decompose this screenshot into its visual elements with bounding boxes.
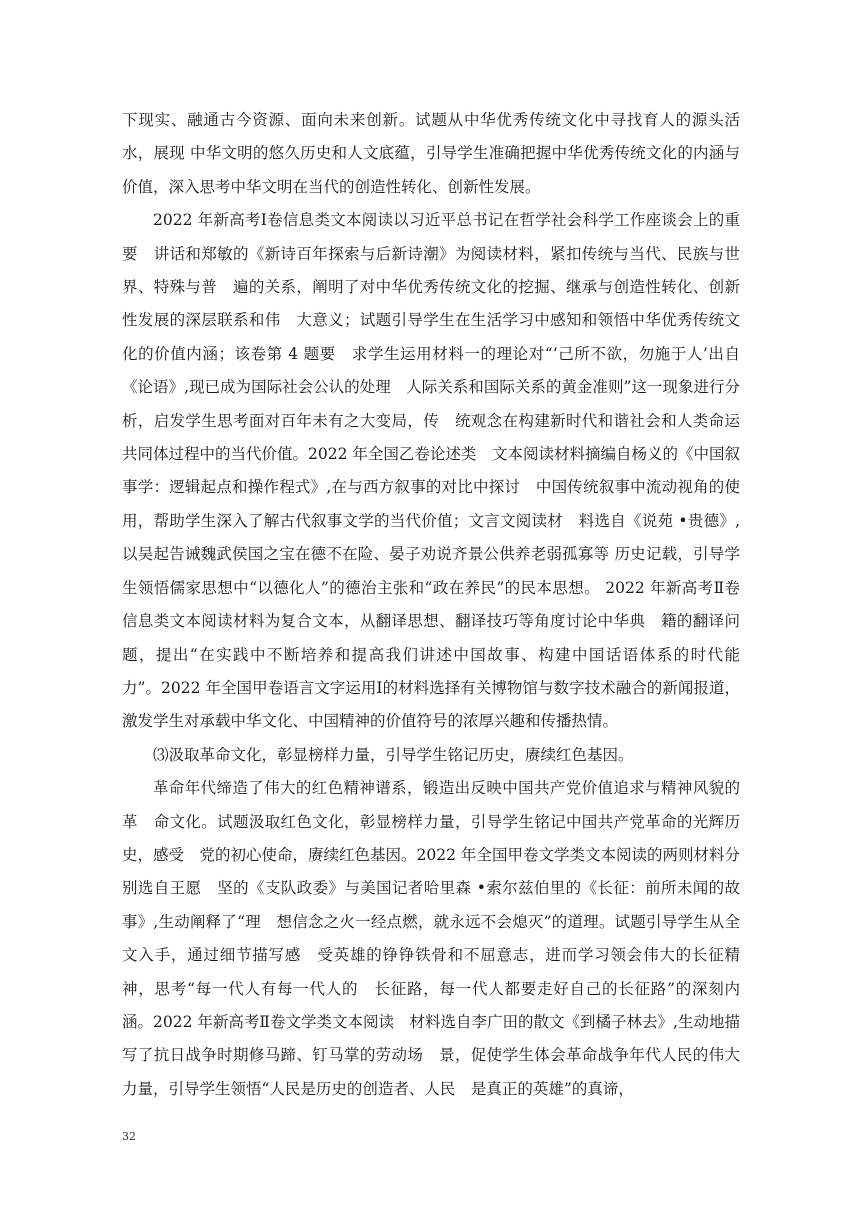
section-heading-revolutionary-culture: ⑶汲取革命文化，彰显榜样力量，引导学生铭记历史，赓续红色基因。 <box>153 745 634 764</box>
paragraph-intro-continued: 下现实、融通古今资源、面向未来创新。试题从中华优秀传统文化中寻找育人的源头活水，展现 中华文明的悠久历史和人文底蕴，引导学生准确把握中华优秀传统文化的内涵与价值，深入思考中华文明在当代的创造性转化、创新性发展。 <box>122 111 740 196</box>
paragraph-exam-2022-reading: 2022 年新高考Ⅰ卷信息类文本阅读以习近平总书记在哲学社会科学工作座谈会上的重要 讲话和郑敏的《新诗百年探索与后新诗潮》为阅读材料，紧扣传统与当代、民族与世界、特殊与普 遍的关系，阐明了对中华优秀传统文化的挖掘、继承与创造性转化、创新性发展的深层联系和伟 大意义；试题引导学生在生活学习中感知和领悟中华优秀传统文化的价值内涵；该卷第 4 题要 求学生运用材料一的理论对“‘己所不欲，勿施于人’出自《论语》,现已成为国际社会公认的处理 人际关系和国际关系的黄金准则”这一现象进行分析，启发学生思考面对百年未有之大变局，传 统观念在构建新时代和谐社会和人类命运共同体过程中的当代价值。2022 年全国乙卷论述类 文本阅读材料摘编自杨义的《中国叙事学：逻辑起点和操作程式》,在与西方叙事的对比中探讨 中国传统叙事中流动视角的使用，帮助学生深入了解古代叙事文学的当代价值；文言文阅读材 料选自《说苑 •贵德》,以吴起告诫魏武侯国之宝在德不在险、晏子劝说齐景公供养老弱孤寡等 历史记载，引导学生领悟儒家思想中“以德化人”的德治主张和“政在养民”的民本思想。 2022 年新高考Ⅱ卷信息类文本阅读材料为复合文本，从翻译思想、翻译技巧等角度讨论中华典 籍的翻译问题，提出“在实践中不断培养和提高我们讲述中国故事、构建中国话语体系的时代能 力”。2022 年全国甲卷语言文字运用Ⅰ的材料选择有关博物馆与数字技术融合的新闻报道，激发学生对承载中华文化、中国精神的价值符号的浓厚兴趣和传播热情。 <box>122 211 756 731</box>
page-number: 32 <box>122 1130 136 1143</box>
paragraph-revolutionary-culture: 革命年代缔造了伟大的红色精神谱系，锻造出反映中国共产党价值追求与精神风貌的革 命文化。试题汲取红色文化，彰显榜样力量，引导学生铭记中国共产党革命的光辉历史，感受 党的初心使命，赓续红色基因。2022 年全国甲卷文学类文本阅读的两则材料分别选自王愿 坚的《支队政委》与美国记者哈里森 •索尔兹伯里的《长征：前所未闻的故事》,生动阐释了“理 想信念之火一经点燃，就永远不会熄灭”的道理。试题引导学生从全文入手，通过细节描写感 受英雄的铮铮铁骨和不屈意志，进而学习领会伟大的长征精神，思考“每一代人有每一代人的 长征路，每一代人都要走好自己的长征路”的深刻内涵。2022 年新高考Ⅱ卷文学类文本阅读 材料选自李广田的散文《到橘子林去》,生动地描写了抗日战争时期修马蹄、钉马掌的劳动场 景，促使学生体会革命战争年代人民的伟大力量，引导学生领悟“人民是历史的创造者、人民 是真正的英雄”的真谛， <box>122 779 740 1098</box>
body-text <box>122 104 756 1106</box>
